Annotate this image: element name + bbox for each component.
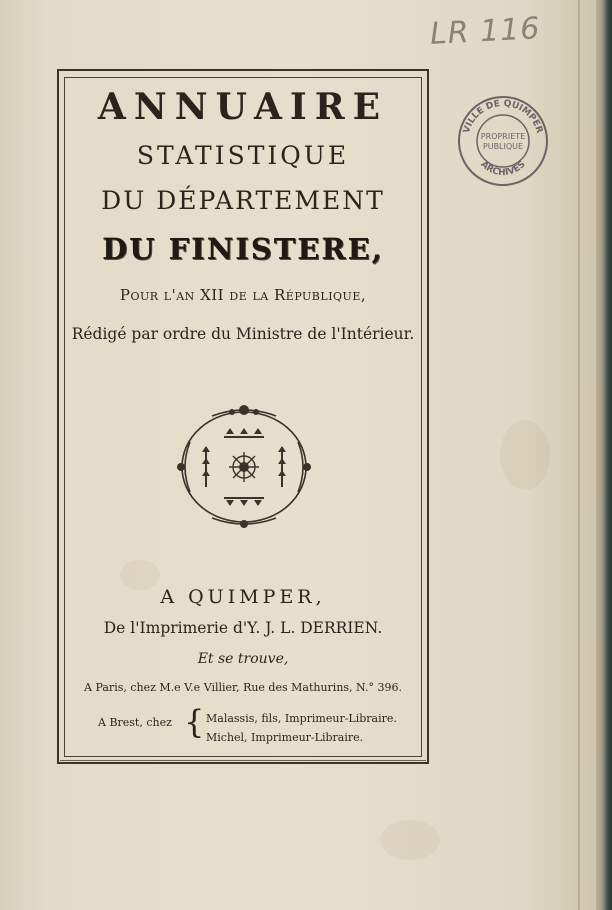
brace-glyph: {: [184, 703, 205, 741]
svg-text:ARCHIVES: [478, 160, 527, 179]
title-statistique: STATISTIQUE: [136, 141, 350, 170]
imprint-paris: A Paris, chez M.e V.e Villier, Rue des Mathurins, N.° 396.: [84, 681, 402, 694]
svg-text:VILLE DE QUIMPER: [462, 99, 544, 135]
stamp-outer-text: VILLE DE QUIMPER: [461, 98, 545, 135]
foxing-spot: [380, 820, 440, 860]
imprint-printer: De l'Imprimerie d'Y. J. L. DERRIEN.: [103, 619, 383, 637]
archives-stamp-icon: [456, 94, 550, 188]
title-annuaire: ANNUAIRE: [97, 86, 389, 128]
subtitle-year: Pour l'an XII de la République,: [119, 286, 367, 304]
imprint-city: A QUIMPER,: [160, 586, 326, 608]
imprint-brest-label: A Brest, chez: [98, 716, 172, 729]
title-finistere: DU FINISTERE,: [102, 232, 384, 266]
page-edge-line: [578, 0, 580, 910]
shelf-mark: LR 116: [429, 11, 542, 52]
stamp-inner-line2: PUBLIQUE: [482, 142, 524, 151]
fleuron-vignette-icon: [172, 402, 316, 532]
brest-seller-item: Malassis, fils, Imprimeur-Libraire.: [206, 712, 397, 725]
stamp-inner-line1: PROPRIETE: [480, 132, 526, 141]
subtitle-ministry: Rédigé par ordre du Ministre de l'Intérieur.: [71, 325, 415, 343]
bottom-rule: [60, 760, 426, 761]
foxing-spot: [500, 420, 550, 490]
book-spine-edge: [596, 0, 612, 910]
title-departement: DU DÉPARTEMENT: [101, 186, 385, 215]
imprint-found: Et se trouve,: [197, 651, 289, 667]
brest-seller-item: Michel, Imprimeur-Libraire.: [206, 731, 364, 744]
imprint-brest-sellers: [206, 709, 397, 747]
stamp-bottom-text: ARCHIVES: [478, 159, 528, 179]
